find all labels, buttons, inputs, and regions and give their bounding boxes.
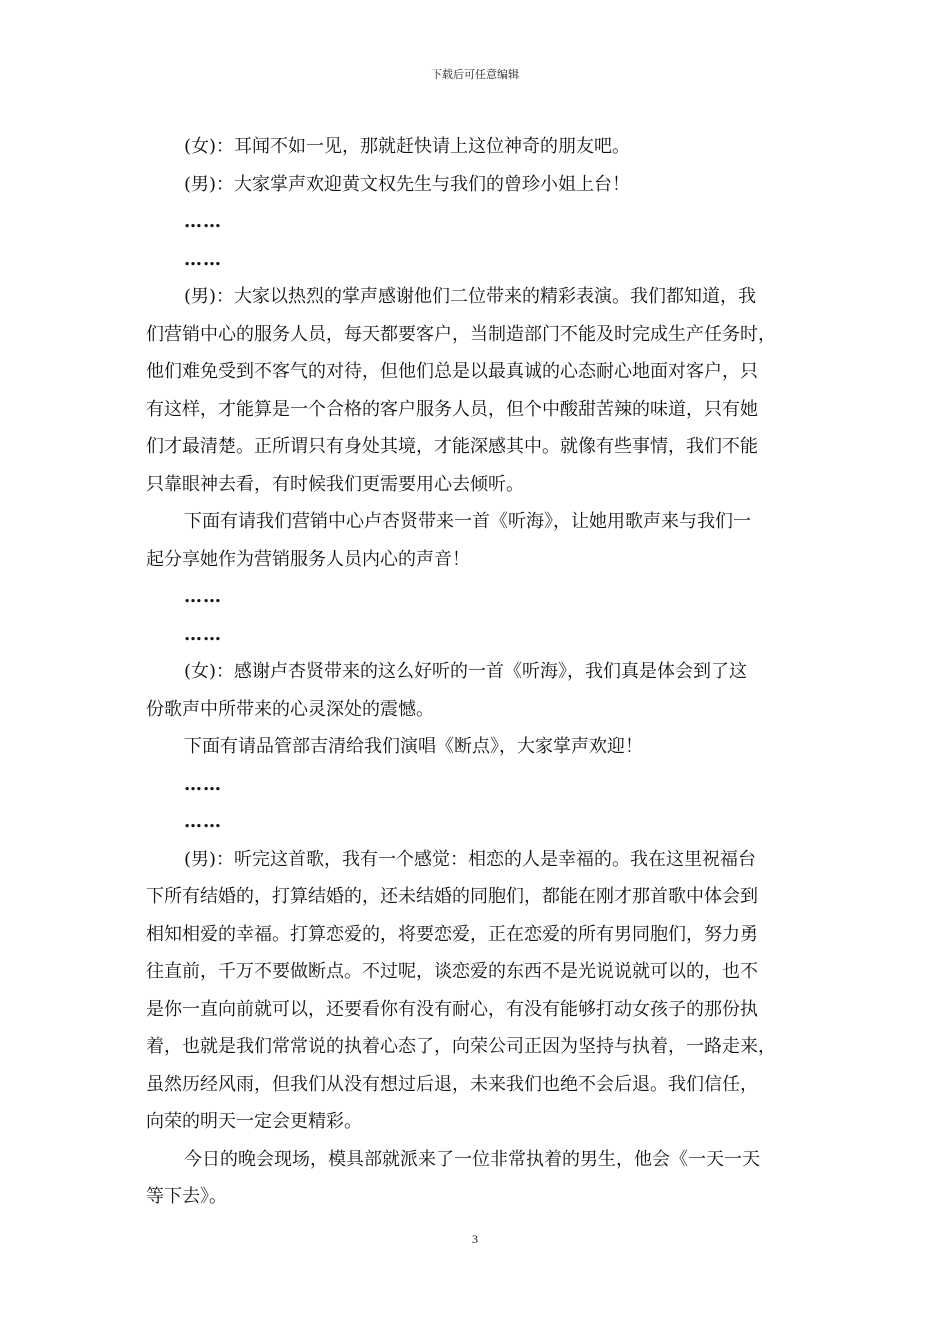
ellipsis-line: ……: [184, 211, 222, 232]
paragraph: [146, 653, 808, 728]
ellipsis-line: ……: [184, 623, 222, 645]
document-body: [146, 128, 808, 1216]
paragraph: [146, 1141, 808, 1216]
paragraph-line: 往直前，千万不要做断点。不过呢，谈恋爱的东西不是光说说就可以的，也不: [146, 961, 758, 982]
page-number: 3: [472, 1232, 478, 1246]
page-header: 下载后可任意编辑: [431, 68, 519, 81]
paragraph-line: 等下去》。: [146, 1186, 227, 1207]
paragraph-line: 有这样，才能算是一个合格的客户服务人员，但个中酸甜苦辣的味道，只有她: [146, 398, 758, 420]
paragraph: [146, 728, 808, 766]
paragraph: [146, 128, 808, 166]
paragraph-line: 着，也就是我们常常说的执着心态了，向荣公司正因为坚持与执着，一路走来，: [146, 1036, 776, 1057]
paragraph-line: 他们难免受到不客气的对待，但他们总是以最真诚的心态耐心地面对客户，只: [146, 361, 758, 382]
paragraph-line: (男)：听完这首歌，我有一个感觉：相恋的人是幸福的。我在这里祝福台: [184, 848, 757, 870]
ellipsis-line: ……: [184, 248, 222, 270]
paragraph-line: 份歌声中所带来的心灵深处的震憾。: [146, 698, 434, 720]
ellipsis-line: ……: [184, 773, 222, 795]
paragraph-line: 起分享她作为营销服务人员内心的声音！: [146, 548, 470, 570]
paragraph-line: 虽然历经风雨，但我们从没有想过后退，未来我们也绝不会后退。我们信任，: [146, 1073, 758, 1095]
paragraph-line: 向荣的明天一定会更精彩。: [146, 1111, 362, 1132]
paragraph: [146, 166, 808, 204]
paragraph-line: 下所有结婚的，打算结婚的，还未结婚的同胞们，都能在刚才那首歌中体会到: [146, 886, 758, 907]
paragraph-line: 下面有请我们营销中心卢杏贤带来一首《听海》，让她用歌声来与我们一: [184, 511, 751, 532]
paragraph-line: 相知相爱的幸福。打算恋爱的，将要恋爱，正在恋爱的所有男同胞们，努力勇: [146, 923, 758, 945]
paragraph: [146, 503, 808, 578]
ellipsis-line: ……: [184, 811, 222, 832]
paragraph-line: 是你一直向前就可以，还要看你有没有耐心，有没有能够打动女孩子的那份执: [146, 998, 758, 1020]
paragraph-line: (女)：耳闻不如一见，那就赶快请上这位神奇的朋友吧。: [184, 136, 631, 157]
paragraph: [146, 278, 808, 503]
paragraph-line: (男)：大家掌声欢迎黄文权先生与我们的曾珍小姐上台！: [184, 173, 631, 195]
paragraph-line: (男)：大家以热烈的掌声感谢他们二位带来的精彩表演。我们都知道，我: [184, 286, 757, 307]
ellipsis-line: ……: [184, 586, 222, 607]
paragraph-line: 们营销中心的服务人员，每天都要客户，当制造部门不能及时完成生产任务时，: [146, 323, 776, 345]
paragraph: [146, 841, 808, 1141]
paragraph-line: 只靠眼神去看，有时候我们更需要用心去倾听。: [146, 473, 524, 495]
paragraph-line: 们才最清楚。正所谓只有身处其境，才能深感其中。就像有些事情，我们不能: [146, 436, 758, 457]
paragraph-line: 今日的晚会现场，模具部就派来了一位非常执着的男生，他会《一天一天: [184, 1148, 760, 1170]
paragraph-line: 下面有请品管部吉清给我们演唱《断点》，大家掌声欢迎！: [184, 736, 643, 757]
paragraph-line: (女)：感谢卢杏贤带来的这么好听的一首《听海》，我们真是体会到了这: [184, 661, 748, 682]
